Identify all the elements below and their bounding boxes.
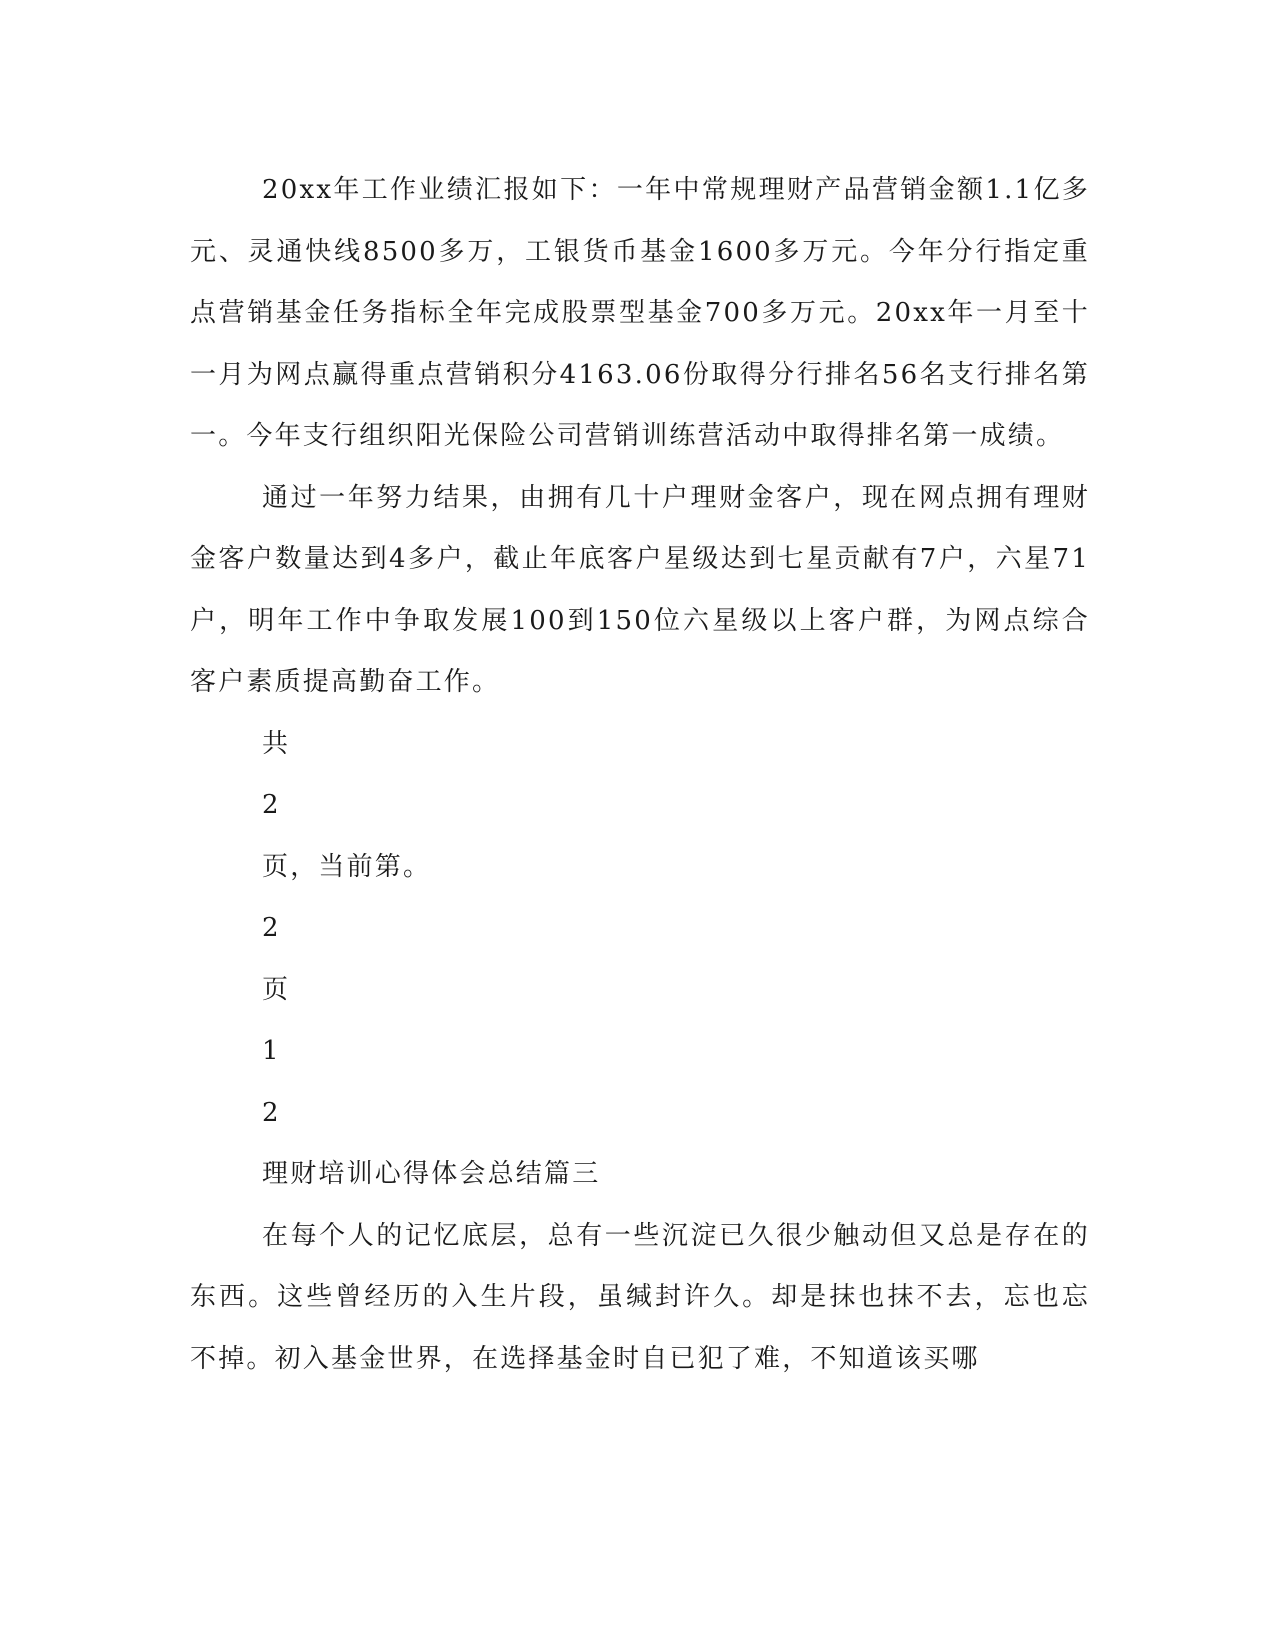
section-heading: 理财培训心得体会总结篇三 [262,1159,601,1189]
document-page [190,160,1090,1390]
pagination-link-page-1[interactable]: 1 [262,1036,281,1066]
paragraph-memory-intro: 在每个人的记忆底层，总有一些沉淀已久很少触动但又总是存在的东西。这些曾经历的入生片段，虽缄封许久。却是抹也抹不去，忘也忘不掉。初入基金世界，在选择基金时自已犯了难，不知道该买哪 [190,1220,1090,1374]
paragraph-performance-report: 20xx年工作业绩汇报如下：一年中常规理财产品营销金额1.1亿多元、灵通快线8500多万，工银货币基金1600多万元。今年分行指定重点营销基金任务指标全年完成股票型基金700多万元。20xx年一月至十一月为网点赢得重点营销积分4163.06份取得分行排名56名支行排名第一。今年支行组织阳光保险公司营销训练营活动中取得排名第一成绩。 [190,175,1090,451]
pagination-text-page: 页 [262,974,291,1005]
pagination-link-page-2[interactable]: 2 [262,1097,281,1128]
pagination-text-total: 共 [262,728,291,759]
pagination-block [190,714,1090,1145]
pagination-text-current: 页，当前第。 [262,851,432,882]
pagination-current-page: 2 [262,913,281,943]
pagination-total-count: 2 [262,790,281,820]
paragraph-customer-growth: 通过一年努力结果，由拥有几十户理财金客户，现在网点拥有理财金客户数量达到4多户，截止年底客户星级达到七星贡献有7户，六星71户，明年工作中争取发展100到150位六星级以上客户群，为网点综合客户素质提高勤奋工作。 [190,482,1090,697]
